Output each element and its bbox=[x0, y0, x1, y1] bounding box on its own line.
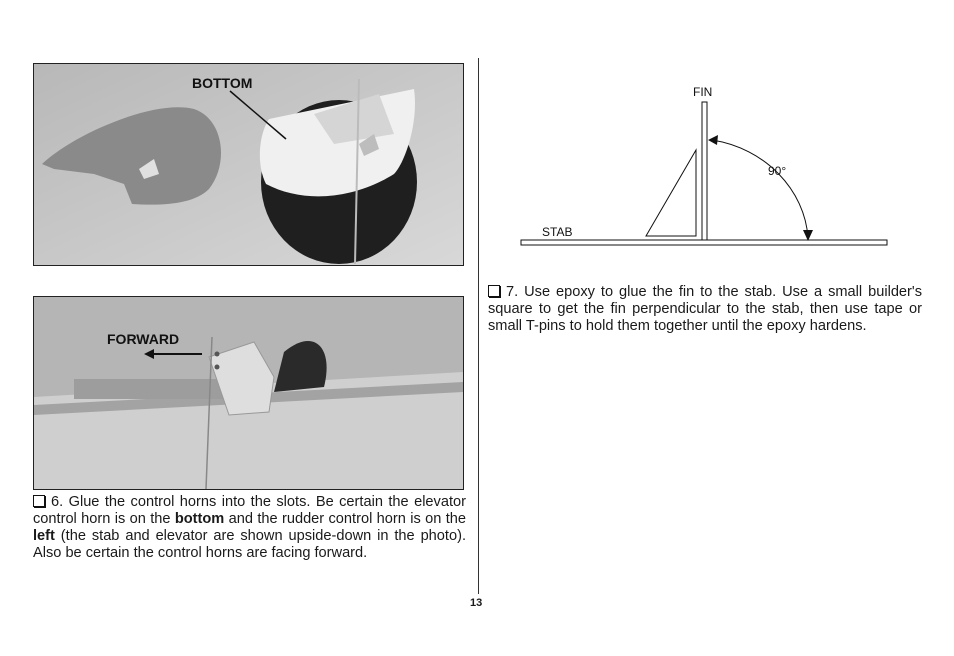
step-6-checkbox[interactable] bbox=[33, 495, 45, 507]
stab-label: STAB bbox=[542, 225, 573, 239]
step-6-bold-bottom: bottom bbox=[174, 511, 225, 527]
step-6-bold-left: left bbox=[33, 528, 55, 544]
step-7-checkbox[interactable] bbox=[488, 285, 500, 297]
page-number: 13 bbox=[470, 597, 483, 609]
photo-elevator-bottom bbox=[33, 63, 464, 266]
column-divider bbox=[478, 58, 479, 594]
fin-stab-diagram bbox=[515, 80, 895, 252]
step-6-instruction bbox=[33, 494, 466, 562]
photo-control-horn-forward bbox=[33, 296, 464, 490]
fin-label: FIN bbox=[693, 85, 713, 99]
angle-label: 90° bbox=[768, 164, 787, 178]
bottom-label: BOTTOM bbox=[192, 75, 253, 91]
step-6-text-b: and the rudder control horn is on the bbox=[224, 511, 466, 527]
step-6-text-a: 6. Glue the control horns into the slots. Be certain the elevator control horn is on the bbox=[33, 494, 466, 527]
step-7-instruction bbox=[488, 284, 922, 335]
step-7-text: 7. Use epoxy to glue the fin to the stab. Use a small builder's square to get the fin perpendicular to the stab, then use tape or small T-pins to hold them together until the epoxy hardens. bbox=[488, 284, 922, 334]
step-6-text-c: (the stab and elevator are shown upside-down in the photo). Also be certain the control horns are facing forward. bbox=[33, 528, 466, 561]
forward-label: FORWARD bbox=[107, 331, 180, 347]
